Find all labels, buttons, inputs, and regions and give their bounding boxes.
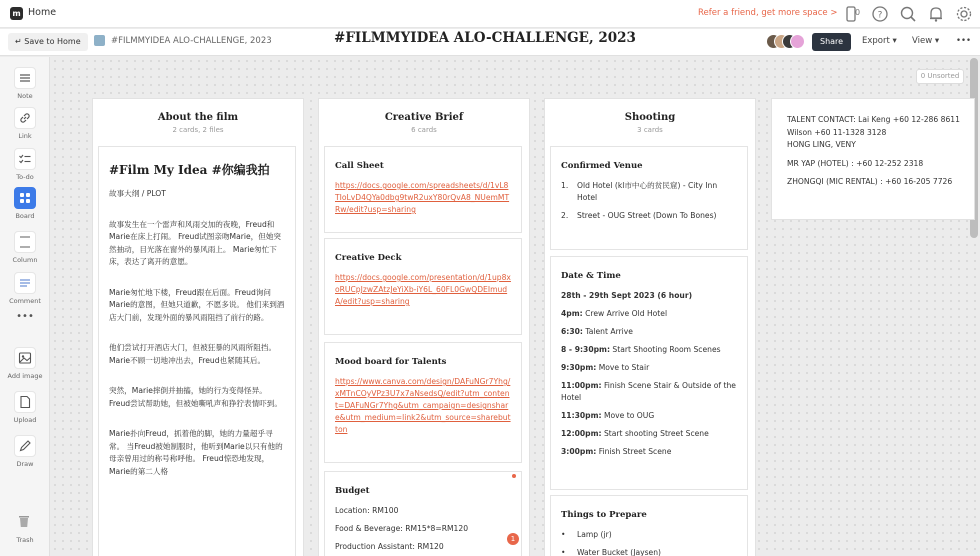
budget-line: Food & Beverage: RM15*8=RM120: [335, 524, 469, 533]
more-tools-icon[interactable]: •••: [16, 311, 34, 322]
bell-icon[interactable]: [927, 5, 945, 23]
svg-text:?: ?: [877, 10, 883, 21]
schedule-row: 12:00pm: Start shooting Street Scene: [561, 429, 709, 438]
schedule-date: 28th - 29th Sept 2023 (6 hour): [561, 291, 693, 300]
tool-label: Note: [17, 92, 33, 100]
column-about-the-film[interactable]: [92, 98, 304, 556]
board-color-chip: [94, 35, 105, 46]
things-to-prepare-card[interactable]: [550, 495, 748, 556]
tool-label: Board: [15, 212, 35, 220]
contact-line: ZHONGQI (MIC RENTAL) : +60 16-205 7726: [787, 177, 953, 186]
tool-add-image[interactable]: [0, 347, 50, 380]
contact-line: TALENT CONTACT: Lai Keng +60 12-286 8611: [787, 115, 960, 124]
tool-draw[interactable]: [0, 435, 50, 468]
creative-deck-card[interactable]: [324, 238, 522, 335]
schedule-row: 6:30: Talent Arrive: [561, 327, 633, 336]
trash-icon: [14, 511, 36, 533]
budget-line: Location: RM100: [335, 506, 399, 515]
collaborator-avatars[interactable]: [766, 34, 806, 50]
contact-line: Wilson +60 11-1328 3128: [787, 127, 887, 137]
card-title: Mood board for Talents: [335, 357, 447, 367]
todo-icon: [14, 148, 36, 170]
contact-line: HONG LING, VENY: [787, 140, 856, 149]
help-icon[interactable]: [871, 5, 889, 23]
comment-count-badge[interactable]: 1: [507, 533, 519, 545]
tool-label: Trash: [16, 536, 34, 544]
app-logo-icon[interactable]: m: [10, 7, 23, 20]
save-to-home-button[interactable]: ↵ Save to Home: [8, 33, 88, 51]
comment-icon: [14, 272, 36, 294]
creative-deck-link[interactable]: https://docs.google.com/presentation/d/1up8xoRUCpJzwZAtzJeYiXb-iY6L_60FL0GwQDEImudA/edit?usp=sharing: [335, 273, 511, 306]
schedule-row: 3:00pm: Finish Street Scene: [561, 447, 672, 456]
column-subtitle: 2 cards, 2 files: [172, 126, 224, 134]
board-toolbar: [0, 29, 980, 56]
draw-icon: [14, 435, 36, 457]
tool-column[interactable]: [0, 231, 50, 264]
story-paragraph: 突然，Marie摔倒并抽搐，她的行为变得怪异。 Freud尝试帮助她，但被她嘶吼声和狰狞表情吓到。: [109, 386, 282, 408]
schedule-row: 9:30pm: Move to Stair: [561, 363, 650, 372]
page-title: #FILMMYIDEA ALO-CHALLENGE, 2023: [334, 30, 636, 46]
search-icon[interactable]: [899, 5, 917, 23]
refer-friend-link[interactable]: Refer a friend, get more space >: [698, 8, 838, 18]
column-icon: [14, 231, 36, 253]
tool-trash[interactable]: [0, 511, 50, 544]
column-title[interactable]: Shooting: [624, 112, 676, 123]
tool-label: Column: [12, 256, 38, 264]
schedule-row: 4pm: Crew Arrive Old Hotel: [561, 309, 668, 318]
story-paragraph: Marie扑向Freud，抓着他的脚，她的力量超乎寻常。 当Freud被她制服时，他听到Marie以只有他的母亲曾用过的称号称呼他。 Freud惊恐地发现，Marie的第二人格: [109, 429, 283, 476]
avatar[interactable]: [790, 34, 805, 49]
card-title: Call Sheet: [335, 161, 384, 171]
story-paragraph: 他们尝试打开酒店大门，但被狂暴的风雨所阻挡。 Marie不顾一切地冲出去，Freud也紧随其后。: [109, 343, 277, 365]
schedule-row: 8 - 9:30pm: Start Shooting Room Scenes: [561, 345, 721, 354]
call-sheet-card[interactable]: [324, 146, 522, 233]
schedule-card[interactable]: [550, 256, 748, 490]
tool-label: To-do: [16, 173, 34, 181]
view-label: View: [912, 36, 933, 46]
column-subtitle: 6 cards: [411, 126, 437, 134]
export-menu[interactable]: Export ▾: [862, 36, 897, 46]
share-button[interactable]: Share: [812, 33, 851, 51]
card-title: Confirmed Venue: [561, 161, 643, 171]
column-title[interactable]: Creative Brief: [384, 112, 464, 123]
tool-label: Link: [18, 132, 32, 140]
image-icon: [14, 347, 36, 369]
tool-label: Add image: [7, 372, 43, 380]
more-options-icon[interactable]: •••: [956, 36, 972, 46]
contact-line: MR YAP (HOTEL) : +60 12-252 2318: [787, 158, 924, 168]
top-bar: [0, 0, 980, 28]
story-paragraph: 故事发生在一个雷声和风雨交加的夜晚，Freud和Marie在床上打闹。 Freud试图亲吻Marie，但她突然抽动，目光落在窗外的暴风雨上。 Marie匆忙下床，表达了离开的意愿。: [109, 219, 282, 266]
board-icon: [14, 187, 36, 209]
tool-sidebar: [0, 57, 50, 556]
column-title[interactable]: About the film: [157, 112, 239, 123]
tool-board[interactable]: [0, 187, 50, 220]
save-to-home-label: Save to Home: [24, 37, 81, 46]
tool-upload[interactable]: [0, 391, 50, 424]
upload-icon: [14, 391, 36, 413]
tool-label: Comment: [9, 297, 41, 305]
card-title: Budget: [335, 486, 370, 496]
breadcrumb[interactable]: #FILMMYIDEA ALO-CHALLENGE, 2023: [111, 36, 272, 46]
view-menu[interactable]: View ▾: [912, 36, 940, 46]
story-paragraph: Marie匆忙地下楼，Freud跟在后面。Freud询问Marie的意图，但她只道歉，不愿多说。 他们来到酒店大门前，发现外面的暴风雨阻挡了前行的路。: [109, 287, 285, 322]
device-count: 0: [855, 8, 861, 17]
tool-label: Upload: [13, 416, 37, 424]
mood-board-link[interactable]: https://www.canva.com/design/DAFuNGr7Yhg/xMTnCOyVPz3U7x7aNsedsQ/edit?utm_content=DAFuNGr7Yhg&utm_campaign=designshare&utm_medium=link2&utm_source=sharebutton: [335, 377, 511, 434]
card-title: Creative Deck: [335, 253, 402, 263]
call-sheet-link[interactable]: https://docs.google.com/spreadsheets/d/1vL8TIoLvD4QYa0dbg9twR2uxY80rQvA8_NUemMTRw/edit?usp=sharing: [335, 181, 510, 214]
tool-todo[interactable]: [0, 148, 50, 181]
mood-board-card[interactable]: [324, 342, 522, 463]
note-icon: [14, 67, 36, 89]
link-icon: [14, 107, 36, 129]
tool-link[interactable]: [0, 107, 50, 140]
column-creative-brief[interactable]: [318, 98, 530, 556]
export-label: Export: [862, 36, 890, 46]
schedule-row: 11:00pm: Finish Scene Stair & Outside of the Hotel: [561, 381, 736, 402]
list-item: 1. Old Hotel (kl市中心的贫民窟) - City Inn Hotel: [561, 181, 718, 202]
note-card[interactable]: [98, 146, 296, 556]
unsorted-button[interactable]: 0 Unsorted: [916, 69, 964, 84]
tool-comment[interactable]: [0, 272, 50, 305]
venue-card[interactable]: [550, 146, 748, 250]
list-item: • Lamp (jr): [561, 530, 612, 539]
gear-icon[interactable]: [955, 5, 973, 23]
tool-note[interactable]: [0, 67, 50, 100]
tool-label: Draw: [16, 460, 34, 468]
home-link[interactable]: Home: [28, 7, 57, 18]
budget-card[interactable]: [324, 471, 522, 556]
column-shooting[interactable]: [544, 98, 756, 556]
contacts-note-card[interactable]: [771, 98, 975, 220]
list-item: 2. Street - OUG Street (Down To Bones): [561, 211, 717, 220]
plot-label: 故事大纲 / PLOT: [109, 189, 166, 198]
list-item: • Water Bucket (Jaysen): [561, 548, 662, 556]
card-title: Date & Time: [561, 271, 621, 281]
budget-line: Production Assistant: RM120: [335, 542, 444, 551]
card-title: #Film My Idea #你编我拍: [109, 163, 270, 177]
schedule-row: 11:30pm: Move to OUG: [561, 411, 655, 420]
unread-indicator: [512, 474, 516, 478]
card-title: Things to Prepare: [561, 510, 647, 520]
column-subtitle: 3 cards: [637, 126, 663, 134]
